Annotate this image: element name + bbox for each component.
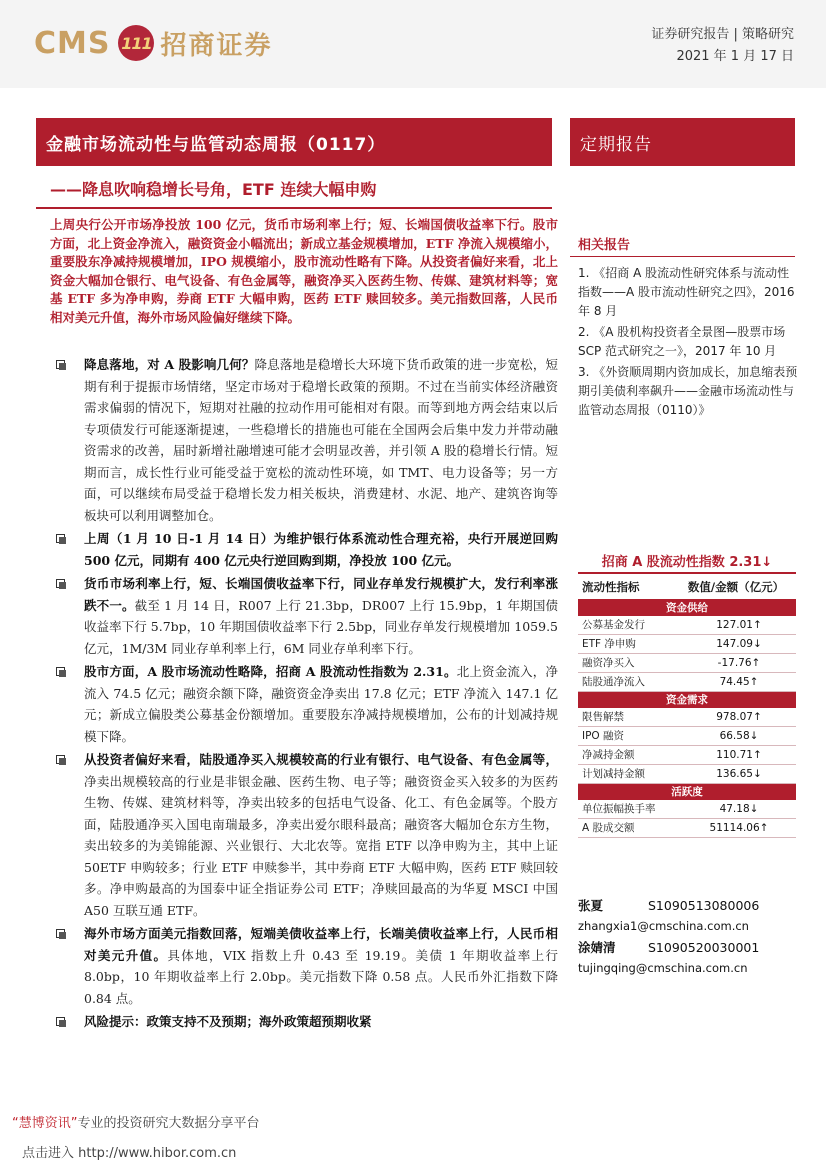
table-cell-key: 限售解禁 (582, 711, 624, 723)
report-subtitle: ——降息吹响稳增长号角，ETF 连续大幅申购 (50, 180, 377, 199)
bullet-text: 具体地，VIX 指数上升 0.43 至 19.19。美债 1 年期收益率上行 8.0bp，10 年期收益率上行 2.0bp。美元指数下降 0.58 点。人民币外汇指数下降 0.84 点。 (84, 947, 558, 1006)
logo-cms-text: CMS (34, 25, 111, 61)
related-title: 相关报告 (578, 238, 631, 253)
logo-cn-text: 招商证券 (160, 30, 273, 61)
bullet-item (40, 923, 558, 1009)
report-date: 2021 年 1 月 17 日 (676, 49, 794, 64)
bullet-lead: 货币市场利率上行，短、长端国债收益率下行，同业存单发行规模扩大，发行利率涨跌不一。 (84, 576, 558, 613)
table-cell-key: 计划减持金额 (582, 768, 645, 780)
footer-brand: “慧博资讯” (12, 1116, 78, 1131)
table-row (578, 746, 796, 765)
author-row (578, 896, 800, 916)
bullet-square-icon (56, 667, 65, 676)
bullet-square-icon (56, 1017, 65, 1026)
cms-logo (34, 22, 273, 64)
bullet-text: 净卖出规模较高的行业是非银金融、医药生物、电子等；融资资金买入较多的为医药生物、传媒、建筑材料等，净卖出较多的包括电气设备、化工、有色金属等。个股方面，陆股通净买入国电南瑞最多，净卖出爱尔眼科最高；融资客大幅加仓东方生物，卖出较多的为美锦能源、兴业银行、大北农等。宽指 ETF 以净申购为主，其中上证 50ETF 申购较多；行业 ETF 申赎参半，其中券商 ETF 大幅申购，医药 ETF 赎回较多。净申购最高的为国泰中证全指证券公司 ETF；净赎回最高的为华夏 MSCI 中国 A50 互联互通 ETF。 (84, 773, 558, 918)
table-cell-key: IPO 融资 (582, 730, 625, 742)
table-cell-key: 陆股通净流入 (582, 676, 645, 688)
table-cell-key: 净减持金额 (582, 749, 635, 761)
bullet-item (40, 749, 558, 921)
related-item: 3. 《外资顺周期内资加成长，加息缩表预期引美债利率飙升——金融市场流动性与监管动态周报（0110）》 (578, 365, 798, 417)
report-label: 定期报告 (580, 135, 652, 155)
bullet-lead: 风险提示：政策支持不及预期；海外政策超预期收紧 (84, 1014, 372, 1029)
table-cell-key: ETF 净申购 (582, 638, 636, 650)
table-cell-value: 978.07↑ (716, 711, 762, 723)
table-row (578, 819, 796, 838)
table-row (578, 800, 796, 819)
table-section-header: 活跃度 (578, 784, 796, 800)
table-body (578, 600, 796, 838)
table-cell-value: 66.58↓ (719, 730, 759, 742)
footer-link[interactable]: 点击进入 http://www.hibor.com.cn (22, 1146, 237, 1161)
author-row (578, 938, 800, 958)
logo-badge-text: 111 (121, 33, 152, 53)
related-item: 1. 《招商 A 股流动性研究体系与流动性指数——A 股市流动性研究之四》，2016 年 8 月 (578, 266, 795, 318)
author-email[interactable]: tujingqing@cmschina.com.cn (578, 961, 748, 975)
bullet-item (40, 1011, 558, 1033)
title-bar (36, 118, 552, 166)
author-email[interactable]: zhangxia1@cmschina.com.cn (578, 919, 749, 933)
table-row (578, 673, 796, 692)
bullet-lead: 上周（1 月 10 日-1 月 14 日）为维护银行体系流动性合理充裕，央行开展逆回购 500 亿元，同期有 400 亿元央行逆回购到期，净投放 100 亿元。 (84, 531, 558, 568)
bullet-lead: 从投资者偏好来看，陆股通净买入规模较高的行业有银行、电气设备、有色金属等， (84, 752, 558, 767)
table-header (578, 574, 796, 600)
bullet-item (40, 528, 558, 571)
author-id: S1090520030001 (648, 940, 760, 955)
related-divider (570, 256, 795, 257)
table-cell-value: 51114.06↑ (709, 822, 769, 834)
table-cell-value: 127.01↑ (716, 619, 762, 631)
table-cell-value: 74.45↑ (719, 676, 759, 688)
bullet-lead: 海外市场方面美元指数回落，短端美债收益率上行，长端美债收益率上行，人民币相对美元升值。 (84, 926, 558, 963)
summary-paragraph: 上周央行公开市场净投放 100 亿元，货币市场利率上行；短、长端国债收益率下行。股市方面，北上资金净流入，融资资金小幅流出；新成立基金规模增加，ETF 净流入规模缩小，重要股东净减持规模增加，IPO 规模缩小，股市流动性略有下降。从投资者偏好来看，北上资金大幅加仓银行、电气设备、有色金属等，融资净买入医药生物、传媒、建筑材料等；宽基 ETF 多为净申购，券商 ETF 大幅申购，医药 ETF 赎回较多。美元指数回落，人民币相对美元升值，海外市场风险偏好继续下降。 (50, 217, 558, 325)
table-cell-key: 公募基金发行 (582, 619, 645, 631)
table-title: 招商 A 股流动性指数 2.31↓ (578, 552, 796, 574)
table-row (578, 708, 796, 727)
bullet-text: 北上资金流入，净流入 74.5 亿元；融资余额下降，融资资金净卖出 17.8 亿元；ETF 净流入 147.1 亿元；新成立偏股类公募基金份额增加。重要股东净减持规模增加，公布的计划减持规模下降。 (84, 664, 558, 744)
table-row (578, 616, 796, 635)
table-col2: 数值/金额（亿元） (687, 580, 785, 594)
bullet-text: 截至 1 月 14 日，R007 上行 21.3bp，DR007 上行 15.9bp，1 年期国债收益率下行 5.7bp，10 年期国债收益率下行 2.5bp，同业存单发行规模增加 1059.5 亿元，1M/3M 同业存单利率上行，6M 同业存单利率下行。 (84, 597, 558, 656)
bullet-list (40, 354, 558, 1035)
footer-line1 (12, 1112, 260, 1131)
author-name: 涂婧清 (578, 940, 616, 955)
bullet-text: 降息落地是稳增长大环境下货币政策的进一步宽松，短期有利于提振市场情绪，坚定市场对于稳增长政策的预期。不过在当前实体经济融资需求偏弱的情况下，短期对社融的拉动作用可能相对有限。而等到地方两会结束以后专项债发行可能逐渐提速，一些稳增长的措施也可能在全国两会后集中发力并带动融资需求的改善，届时新增社融增速可能才会明显改善，并引领 A 股的稳增长行情。短期而言，成长性行业可能受益于宽松的流动性环境，如 TMT、电力设备等；另一方面，可以继续布局受益于稳增长发力相关板块，消费建材、水泥、地产、建筑咨询等板块可以利用调整加仓。 (84, 357, 558, 523)
table-col1: 流动性指标 (582, 580, 640, 594)
table-section-header: 资金需求 (578, 692, 796, 708)
bullet-square-icon (56, 534, 65, 543)
bullet-square-icon (56, 929, 65, 938)
bullet-square-icon (56, 360, 65, 369)
table-row (578, 765, 796, 784)
author-id: S1090513080006 (648, 898, 760, 913)
bullet-item (40, 354, 558, 526)
table-cell-key: 融资净买入 (582, 657, 635, 669)
table-row (578, 727, 796, 746)
table-cell-key: A 股成交额 (582, 822, 635, 834)
table-row (578, 654, 796, 673)
table-cell-value: -17.76↑ (717, 657, 761, 669)
logo-badge-icon (118, 25, 154, 61)
header-meta (651, 24, 794, 68)
divider (36, 207, 552, 209)
author-name: 张夏 (578, 898, 604, 913)
related-list (578, 264, 800, 422)
label-bar (570, 118, 795, 166)
bullet-item (40, 573, 558, 659)
table-cell-value: 136.65↓ (716, 768, 762, 780)
authors-block (578, 896, 800, 980)
page-header (0, 0, 826, 88)
table-cell-value: 47.18↓ (719, 803, 759, 815)
table-row (578, 635, 796, 654)
table-cell-value: 110.71↑ (716, 749, 762, 761)
report-type: 证券研究报告 | 策略研究 (651, 27, 794, 42)
bullet-item (40, 661, 558, 747)
bullet-square-icon (56, 579, 65, 588)
bullet-lead: 降息落地，对 A 股影响几何？ (84, 357, 255, 372)
table-cell-value: 147.09↓ (716, 638, 762, 650)
bullet-lead: 股市方面，A 股市场流动性略降，招商 A 股流动性指数为 2.31。 (84, 664, 457, 679)
table-cell-key: 单位振幅换手率 (582, 803, 656, 815)
related-item: 2. 《A 股机构投资者全景图—股票市场 SCP 范式研究之一》，2017 年 10 月 (578, 325, 786, 358)
report-title: 金融市场流动性与监管动态周报（0117） (46, 135, 386, 155)
footer-slogan: 专业的投资研究大数据分享平台 (77, 1116, 260, 1131)
liquidity-table (578, 552, 796, 838)
bullet-square-icon (56, 755, 65, 764)
table-section-header: 资金供给 (578, 600, 796, 616)
